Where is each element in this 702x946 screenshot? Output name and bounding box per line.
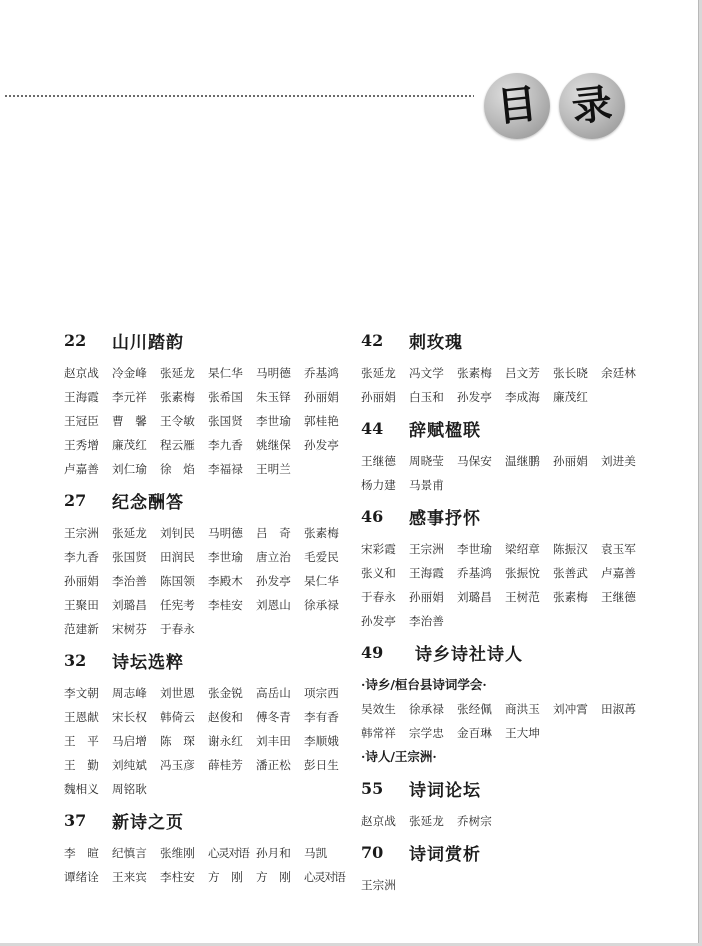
author-name: 毛爱民: [304, 550, 339, 564]
author-name: 张国贤: [112, 550, 147, 564]
author-name: 杨力建: [361, 478, 396, 492]
author-name: 徐 焰: [160, 462, 195, 476]
author-name: 陈 琛: [160, 734, 195, 748]
author-list: [64, 681, 354, 801]
author-name: 韩倚云: [160, 710, 195, 724]
author-name: 谭绪诠: [64, 870, 99, 884]
author-name: 冯玉彦: [160, 758, 195, 772]
toc-section: [64, 809, 354, 889]
author-name: 廉茂红: [112, 438, 147, 452]
author-name: 周志峰: [112, 686, 147, 700]
author-name: 彭日生: [304, 758, 339, 772]
author-name: 赵京战: [64, 366, 99, 380]
author-name: 商洪玉: [505, 702, 540, 716]
toc-section: [361, 841, 651, 897]
section-heading[interactable]: [361, 841, 651, 863]
author-list: [361, 537, 651, 633]
author-name: 余廷林: [601, 366, 636, 380]
author-name: 王 平: [64, 734, 99, 748]
author-name: 杲仁华: [304, 574, 339, 588]
author-name: 王冠臣: [64, 414, 99, 428]
author-name: 孙丽娟: [64, 574, 99, 588]
author-name: 李世瑜: [256, 414, 291, 428]
author-name: 赵俊和: [208, 710, 243, 724]
author-name: 王 勤: [64, 758, 99, 772]
toc-section: [64, 649, 354, 801]
author-name: 王树范: [505, 590, 540, 604]
author-name: 王大坤: [505, 726, 540, 740]
section-title: 诗坛选粹: [112, 652, 184, 673]
author-list: [64, 361, 354, 481]
author-name: 张长晓: [553, 366, 588, 380]
author-name: 马凯: [304, 846, 328, 860]
author-name: 于春永: [361, 590, 396, 604]
author-name: 张义和: [361, 566, 396, 580]
author-name: 宗学忠: [409, 726, 444, 740]
toc-section: [64, 489, 354, 641]
author-name: 马保安: [457, 454, 492, 468]
page-number: 27: [64, 490, 87, 510]
author-name: 马景甫: [409, 478, 444, 492]
author-name: 孙丽娟: [409, 590, 444, 604]
author-name: 王明兰: [256, 462, 291, 476]
author-name: 项宗西: [304, 686, 339, 700]
author-name: 李文朝: [64, 686, 99, 700]
section-title: 诗词赏析: [409, 844, 481, 865]
author-list: [361, 809, 651, 833]
author-name: 周铭耿: [112, 782, 147, 796]
author-name: 乔基鸿: [304, 366, 339, 380]
dotted-rule: [4, 95, 474, 97]
title-char-2: 录: [569, 81, 615, 131]
author-name: 于春永: [160, 622, 195, 636]
author-name: 任宪考: [160, 598, 195, 612]
author-name: 乔树宗: [457, 814, 492, 828]
section-title: 刺玫瑰: [409, 332, 463, 353]
author-name: 马明德: [256, 366, 291, 380]
author-name: 张维刚: [160, 846, 195, 860]
author-name: 杲仁华: [208, 366, 243, 380]
section-title: 诗词论坛: [409, 780, 481, 801]
author-name: 方 刚: [208, 870, 243, 884]
author-name: 张振悅: [505, 566, 540, 580]
author-name: 吕 奇: [256, 526, 291, 540]
author-name: 刘钊民: [160, 526, 195, 540]
author-name: 宋长权: [112, 710, 147, 724]
page-edge-right: [698, 0, 702, 946]
author-name: 刘进美: [601, 454, 636, 468]
title-char-1: 目: [494, 81, 540, 131]
toc-section: [361, 777, 651, 833]
author-name: 王来宾: [112, 870, 147, 884]
author-name: 冷金峰: [112, 366, 147, 380]
author-name: 李桂安: [208, 598, 243, 612]
page-number: 37: [64, 810, 87, 830]
author-name: 刘丰田: [256, 734, 291, 748]
author-list: [361, 697, 651, 745]
author-name: 赵京战: [361, 814, 396, 828]
author-name: 刘仁瑜: [112, 462, 147, 476]
section-heading[interactable]: [64, 809, 354, 831]
section-heading[interactable]: [361, 329, 651, 351]
toc-section: [361, 641, 651, 769]
author-name: 张延龙: [409, 814, 444, 828]
author-name: 李九香: [208, 438, 243, 452]
author-name: 王海霞: [409, 566, 444, 580]
toc-right-column: [361, 329, 651, 905]
author-name: 张国贤: [208, 414, 243, 428]
author-name: 白玉和: [409, 390, 444, 404]
author-name: 王令敏: [160, 414, 195, 428]
author-name: 吴效生: [361, 702, 396, 716]
author-name: 金百琳: [457, 726, 492, 740]
author-name: 孙丽娟: [304, 390, 339, 404]
toc-section: [64, 329, 354, 481]
author-name: 孙丽娟: [361, 390, 396, 404]
author-name: 李柱安: [160, 870, 195, 884]
author-name: 陈国领: [160, 574, 195, 588]
toc-section: [361, 329, 651, 409]
author-name: 张素梅: [304, 526, 339, 540]
author-name: 韩常祥: [361, 726, 396, 740]
author-name: 心灵对语: [304, 870, 345, 884]
author-name: 田润民: [160, 550, 195, 564]
author-name: 李成海: [505, 390, 540, 404]
author-name: 李殿木: [208, 574, 243, 588]
author-name: 孙发亭: [457, 390, 492, 404]
author-name: 范建新: [64, 622, 99, 636]
author-name: 马明德: [208, 526, 243, 540]
page-number: 42: [361, 330, 384, 350]
author-name: 王继德: [361, 454, 396, 468]
author-name: 王秀增: [64, 438, 99, 452]
author-name: 王聚田: [64, 598, 99, 612]
author-list: [64, 521, 354, 641]
author-name: 潘正松: [256, 758, 291, 772]
author-name: 李顺娥: [304, 734, 339, 748]
author-name: 吕文芳: [505, 366, 540, 380]
author-name: 袁玉军: [601, 542, 636, 556]
author-name: 王宗洲: [409, 542, 444, 556]
author-name: 刘璐昌: [457, 590, 492, 604]
author-name: 张善武: [553, 566, 588, 580]
author-name: 徐承禄: [304, 598, 339, 612]
section-title: 辞赋楹联: [409, 420, 481, 441]
author-name: 薛桂芳: [208, 758, 243, 772]
author-name: 张经佩: [457, 702, 492, 716]
author-list: [361, 361, 651, 409]
page-number: 22: [64, 330, 87, 350]
author-name: 唐立治: [256, 550, 291, 564]
author-name: 孙发亭: [256, 574, 291, 588]
author-name: 张延龙: [112, 526, 147, 540]
page-number: 70: [361, 842, 384, 862]
section-heading[interactable]: [64, 489, 354, 511]
author-name: 李世瑜: [457, 542, 492, 556]
section-title: 新诗之页: [112, 812, 184, 833]
toc-left-column: [64, 329, 354, 897]
author-name: 宋彩霞: [361, 542, 396, 556]
section-title: 感事抒怀: [409, 508, 481, 529]
subsection-label: ·诗乡/桓台县诗词学会·: [361, 677, 487, 692]
author-name: 纪慎言: [112, 846, 147, 860]
author-name: 徐承禄: [409, 702, 444, 716]
author-name: 郭桂艳: [304, 414, 339, 428]
author-list: [361, 873, 651, 897]
author-name: 心灵对语: [208, 846, 249, 860]
author-name: 程云雁: [160, 438, 195, 452]
author-name: 魏相义: [64, 782, 99, 796]
author-name: 宋树芬: [112, 622, 147, 636]
author-name: 王宗洲: [361, 878, 396, 892]
author-name: 高岳山: [256, 686, 291, 700]
author-name: 刘世恩: [160, 686, 195, 700]
author-name: 李治善: [409, 614, 444, 628]
author-name: 李 暄: [64, 846, 99, 860]
author-name: 廉茂红: [553, 390, 588, 404]
author-name: 陈振汉: [553, 542, 588, 556]
author-name: 朱玉铎: [256, 390, 291, 404]
page-number: 44: [361, 418, 384, 438]
author-name: 李元祥: [112, 390, 147, 404]
author-name: 孙发亭: [361, 614, 396, 628]
author-name: 张素梅: [457, 366, 492, 380]
title-badge-1: [484, 73, 550, 139]
author-name: 刘璐昌: [112, 598, 147, 612]
title-badge-2: [559, 73, 625, 139]
author-name: 王宗洲: [64, 526, 99, 540]
author-name: 李福禄: [208, 462, 243, 476]
section-heading[interactable]: [361, 641, 651, 663]
toc-section: [361, 417, 651, 497]
author-name: 王海霞: [64, 390, 99, 404]
author-name: 乔基鸿: [457, 566, 492, 580]
section-title: 山川踏韵: [112, 332, 184, 353]
page-number: 32: [64, 650, 87, 670]
author-name: 李九香: [64, 550, 99, 564]
author-name: 姚继保: [256, 438, 291, 452]
author-name: 张素梅: [553, 590, 588, 604]
author-name: 卢嘉善: [601, 566, 636, 580]
author-name: 张希国: [208, 390, 243, 404]
author-name: 曹 馨: [112, 414, 147, 428]
author-name: 李有香: [304, 710, 339, 724]
author-list: [64, 841, 354, 889]
page-number: 46: [361, 506, 384, 526]
subsection-label: ·诗人/王宗洲·: [361, 749, 437, 764]
section-heading[interactable]: [361, 417, 651, 439]
author-name: 王恩献: [64, 710, 99, 724]
author-name: 张金锐: [208, 686, 243, 700]
author-name: 温继鹏: [505, 454, 540, 468]
author-name: 张延龙: [361, 366, 396, 380]
author-name: 梁绍章: [505, 542, 540, 556]
author-name: 李治善: [112, 574, 147, 588]
author-name: 孙月和: [256, 846, 291, 860]
section-heading[interactable]: [64, 649, 354, 671]
section-title: 纪念酬答: [112, 492, 184, 513]
author-name: 刘恩山: [256, 598, 291, 612]
page-number: 55: [361, 778, 384, 798]
author-name: 张延龙: [160, 366, 195, 380]
author-name: 孙发亭: [304, 438, 339, 452]
author-name: 谢永红: [208, 734, 243, 748]
author-name: 刘冲霄: [553, 702, 588, 716]
author-name: 傅冬青: [256, 710, 291, 724]
author-name: 方 刚: [256, 870, 291, 884]
author-name: 刘纯斌: [112, 758, 147, 772]
section-heading[interactable]: [361, 505, 651, 527]
page-number: 49: [361, 642, 384, 662]
author-name: 冯文学: [409, 366, 444, 380]
toc-section: [361, 505, 651, 633]
author-name: 卢嘉善: [64, 462, 99, 476]
section-title: 诗乡诗社诗人: [415, 644, 523, 665]
author-name: 周晓莹: [409, 454, 444, 468]
author-list: [361, 449, 651, 497]
section-heading[interactable]: [361, 777, 651, 799]
author-name: 田淑苒: [601, 702, 636, 716]
author-name: 孙丽娟: [553, 454, 588, 468]
author-name: 李世瑜: [208, 550, 243, 564]
author-name: 王继德: [601, 590, 636, 604]
section-heading[interactable]: [64, 329, 354, 351]
author-name: 张素梅: [160, 390, 195, 404]
author-name: 马启增: [112, 734, 147, 748]
